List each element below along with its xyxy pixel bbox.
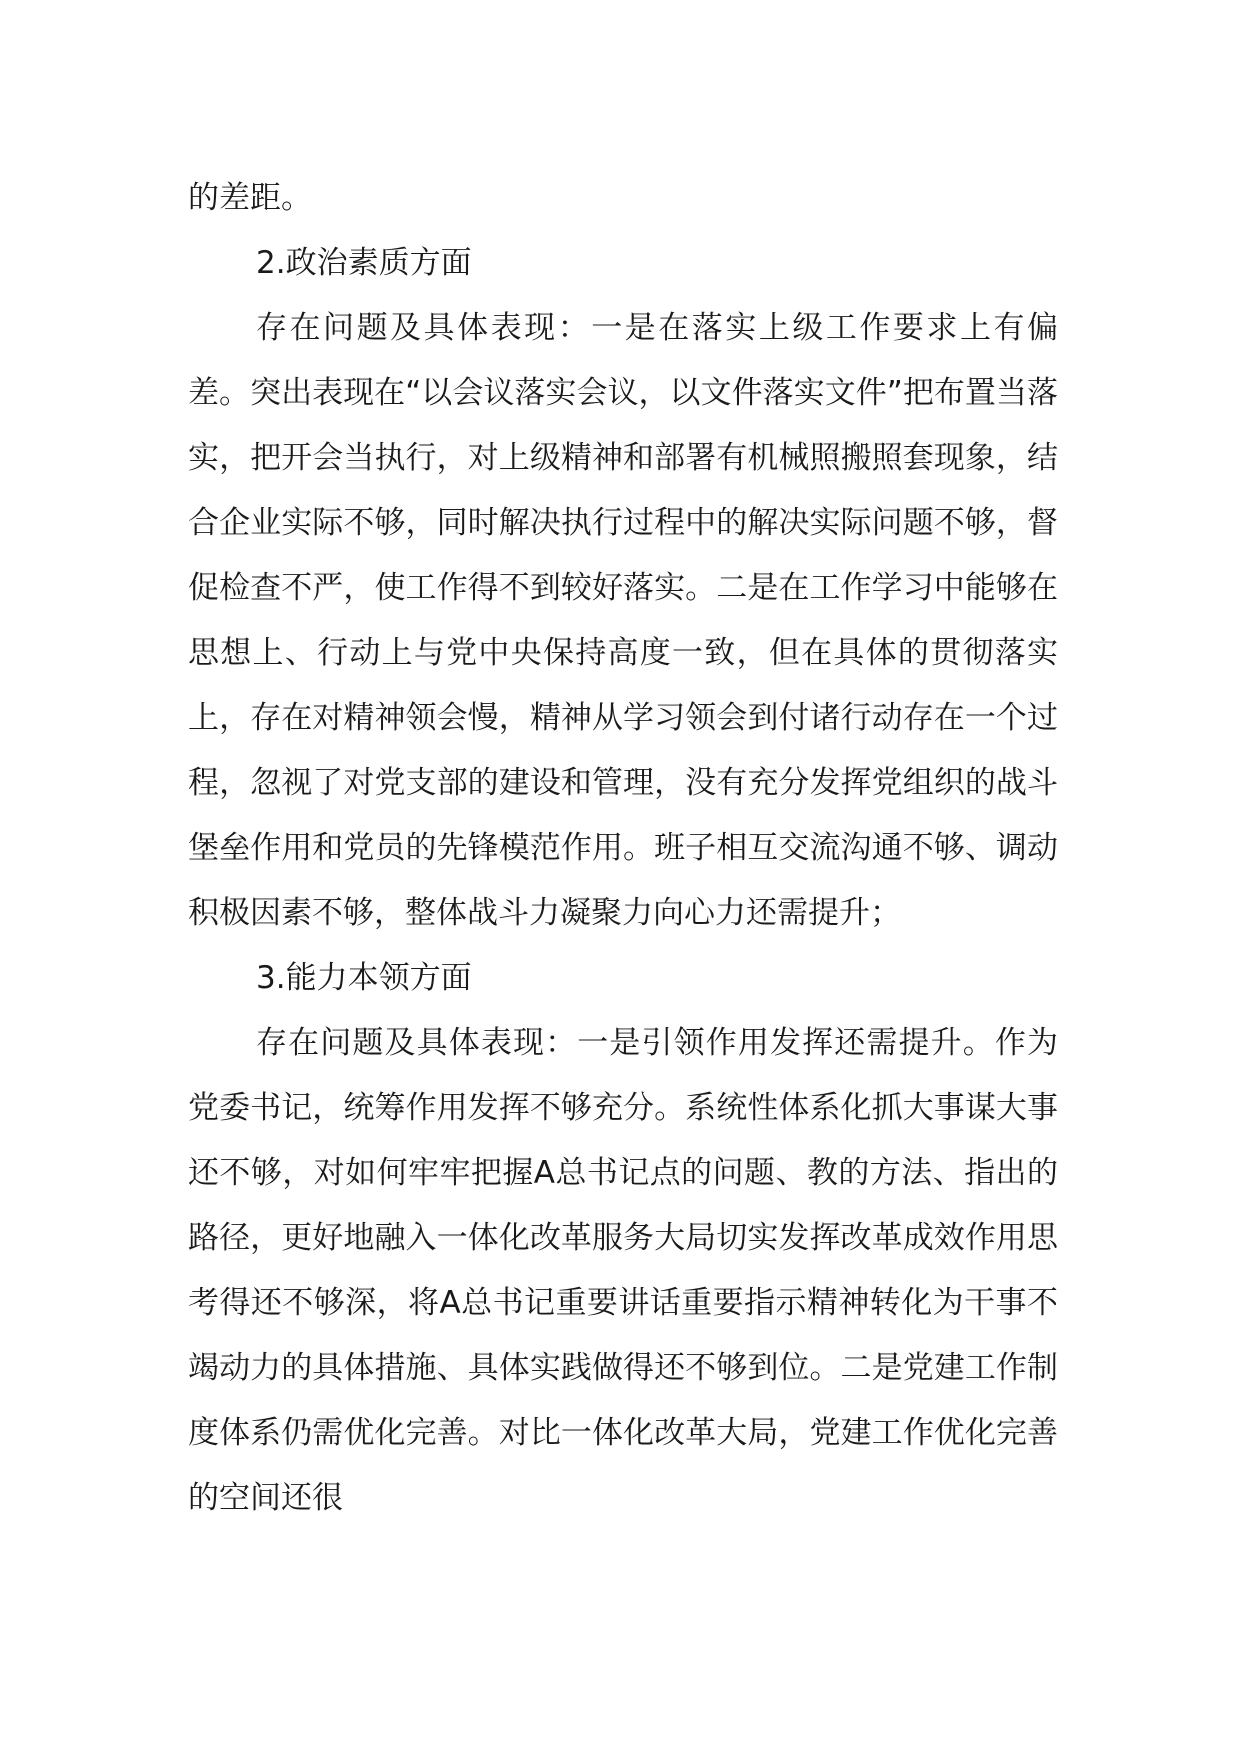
paragraph-political-quality-problems: 存在问题及具体表现：一是在落实上级工作要求上有偏差。突出表现在“以会议落实会议，以文件落实文件”把布置当落实，把开会当执行，对上级精神和部署有机械照搬照套现象，结合企业实际不够，同时解决执行过程中的解决实际问题不够，督促检查不严，使工作得不到较好落实。二是在工作学习中能够在思想上、行动上与党中央保持高度一致，但在具体的贯彻落实上，存在对精神领会慢，精神从学习领会到付诸行动存在一个过程，忽视了对党支部的建设和管理，没有充分发挥党组织的战斗堡垒作用和党员的先锋模范作用。班子相互交流沟通不够、调动积极因素不够，整体战斗力凝聚力向心力还需提升； [188, 310, 1058, 931]
paragraph-continuation: 的差距。 [188, 180, 312, 216]
section-heading-capability: 3.能力本领方面 [256, 960, 472, 996]
paragraph-capability-problems: 存在问题及具体表现：一是引领作用发挥还需提升。作为党委书记，统筹作用发挥不够充分。系统性体系化抓大事谋大事还不够，对如何牢牢把握A总书记点的问题、教的方法、指出的路径，更好地融入一体化改革服务大局切实发挥改革成效作用思考得还不够深，将A总书记重要讲话重要指示精神转化为干事不竭动力的具体措施、具体实践做得还不够到位。二是党建工作制度体系仍需优化完善。对比一体化改革大局，党建工作优化完善的空间还很 [188, 1025, 1058, 1516]
section-heading-political-quality: 2.政治素质方面 [256, 245, 472, 281]
document-body [188, 166, 1058, 1531]
